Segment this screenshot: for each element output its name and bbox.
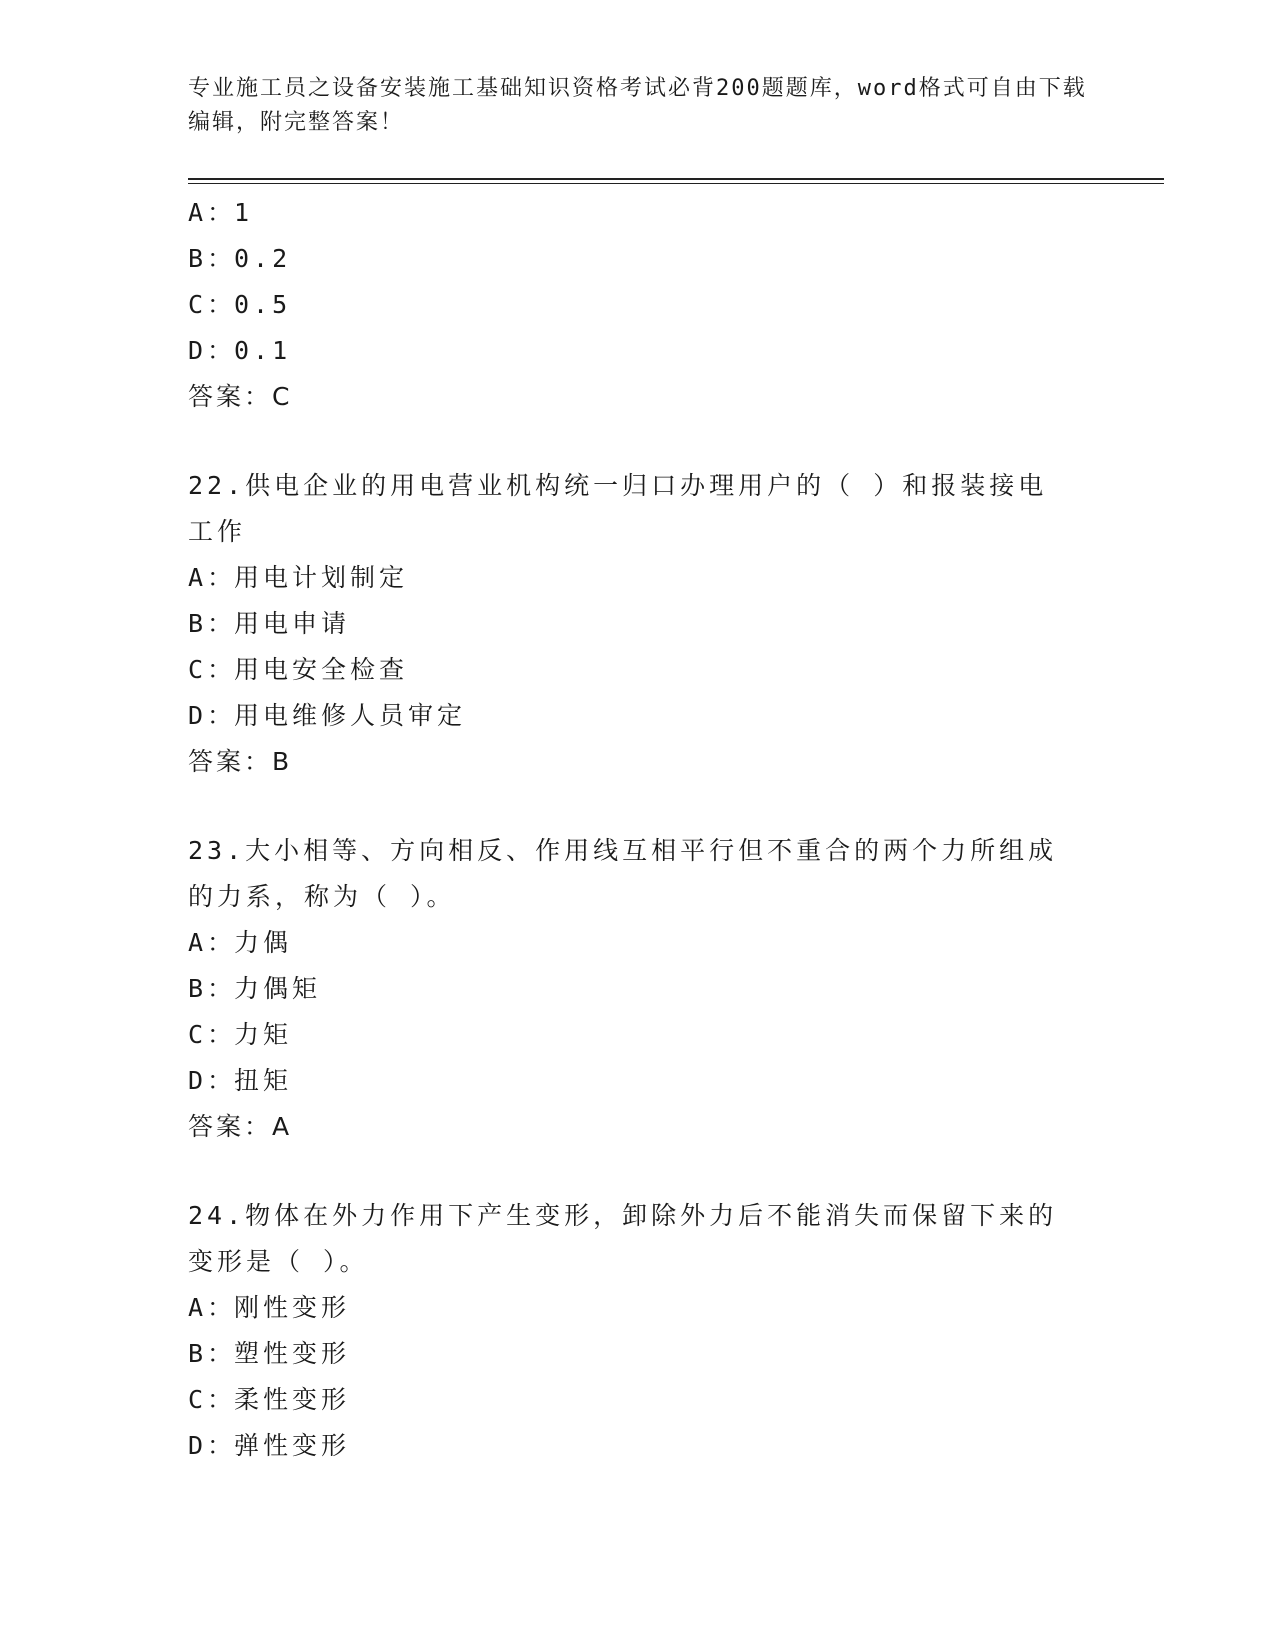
question-stem: 23.大小相等、方向相反、作用线互相平行但不重合的两个力所组成的力系，称为（ ）。 [188,836,1058,911]
option-c: C：用电安全检查 [188,655,409,684]
option-b: B：0.2 [188,244,292,273]
option-c: C：力矩 [188,1020,293,1049]
question-block-24 [188,1193,1088,1469]
option-a: A：1 [188,198,254,227]
question-stem: 22.供电企业的用电营业机构统一归口办理用户的（ ）和报装接电工作 [188,471,1048,546]
option-c: C：柔性变形 [188,1385,351,1414]
question-stem: 24.物体在外力作用下产生变形，卸除外力后不能消失而保留下来的变形是（ ）。 [188,1201,1058,1276]
option-c: C：0.5 [188,290,292,319]
option-b: B：塑性变形 [188,1339,351,1368]
answer-line: 答案：C [188,382,293,411]
option-b: B：用电申请 [188,609,351,638]
option-a: A：用电计划制定 [188,563,409,592]
option-d: D：用电维修人员审定 [188,701,467,730]
header-divider [188,178,1164,184]
document-header [188,72,1088,140]
answer-line: 答案：B [188,747,293,776]
option-b: B：力偶矩 [188,974,322,1003]
question-block-23 [188,828,1088,1150]
option-a: A：刚性变形 [188,1293,351,1322]
option-d: D：0.1 [188,336,292,365]
answer-line: 答案：A [188,1112,293,1141]
option-d: D：弹性变形 [188,1431,351,1460]
option-d: D：扭矩 [188,1066,293,1095]
option-a: A：力偶 [188,928,293,957]
question-block-22 [188,463,1088,785]
prev-question-block [188,190,1088,420]
document-body [188,190,1088,1469]
document-title: 专业施工员之设备安装施工基础知识资格考试必背200题题库，word格式可自由下载编辑，附完整答案！ [188,76,1087,135]
